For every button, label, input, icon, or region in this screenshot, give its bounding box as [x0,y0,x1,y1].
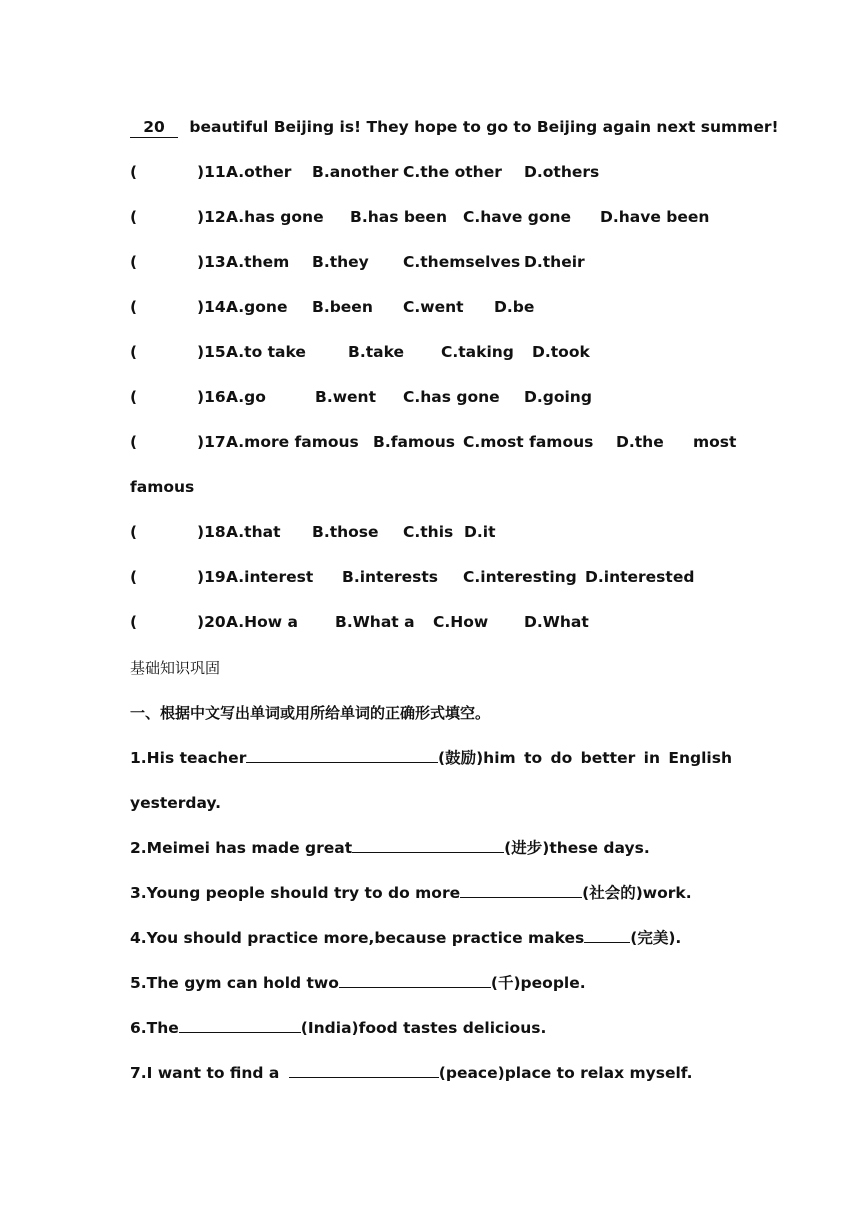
option-c: C.this [403,523,454,541]
fill-item-text-after: (鼓励)him to do better in English [438,749,732,767]
answer-blank[interactable] [339,973,491,988]
option-d: D.going [524,388,592,406]
continuation-text: famous [130,478,195,496]
option-d: D.be [494,298,535,316]
option-a: A.has gone [226,208,324,226]
option-d: D.have been [600,208,710,226]
answer-blank[interactable] [246,748,438,763]
option-c: C.has gone [403,388,500,406]
question-number: )19. [197,568,232,586]
fill-item-4 [130,928,732,948]
question-number: )14. [197,298,232,316]
option-d-continued: most [693,433,737,451]
question-number: )17. [197,433,232,451]
part-heading: 一、根据中文写出单词或用所给单词的正确形式填空。 [130,704,491,722]
option-d: D.it [464,523,496,541]
question-number: )12. [197,208,232,226]
answer-blank[interactable] [584,928,630,943]
answer-paren[interactable]: ( [130,388,138,406]
fill-item-text-before: 4.You should practice more,because practice makes [130,929,585,947]
option-a: A.them [226,253,290,271]
answer-blank[interactable] [352,838,504,853]
fill-item-2 [130,838,732,858]
question-number: )15. [197,343,232,361]
option-a: A.go [226,388,266,406]
option-d: D.took [532,343,590,361]
option-a: A.other [226,163,292,181]
continuation-text: yesterday. [130,794,222,812]
fill-item-text-after: (India)food tastes delicious. [300,1019,547,1037]
option-c: C.taking [441,343,514,361]
fill-item-text-before: 6.The [130,1019,179,1037]
option-a: A.that [226,523,281,541]
option-c: C.most famous [463,433,594,451]
answer-blank[interactable] [460,883,582,898]
fill-item-text-before: 7.I want to find a [130,1064,285,1082]
option-a: A.to take [226,343,306,361]
answer-paren[interactable]: ( [130,253,138,271]
option-b: B.has been [350,208,447,226]
option-d: D.What [524,613,589,631]
option-c: C.the other [403,163,502,181]
option-a: A.more famous [226,433,359,451]
option-b: B.those [312,523,379,541]
option-c: C.themselves [403,253,521,271]
option-b: B.famous [373,433,455,451]
fill-item-6 [130,1018,732,1038]
option-d: D.interested [585,568,695,586]
fill-item-5 [130,973,732,993]
option-a: A.interest [226,568,314,586]
answer-blank[interactable] [179,1018,301,1033]
fill-item-text-before: 3.Young people should try to do more [130,884,461,902]
option-b: B.went [315,388,376,406]
question-number: )20. [197,613,232,631]
option-b: B.another [312,163,399,181]
answer-paren[interactable]: ( [130,523,138,541]
question-17-continuation [130,477,732,497]
option-b: B.interests [342,568,438,586]
section-title: 基础知识巩固 [130,659,221,677]
question-number: )11. [197,163,232,181]
fill-item-text-after: (完美). [630,929,682,947]
option-b: B.What a [335,613,415,631]
question-number: )16. [197,388,232,406]
intro-text: beautiful Beijing is! They hope to go to Beijing again next summer! [189,118,779,136]
option-a: A.gone [226,298,288,316]
fill-item-text-after: (进步)these days. [504,839,650,857]
option-c: C.interesting [463,568,577,586]
fill-item-3 [130,883,732,903]
fill-item-7 [130,1063,732,1083]
answer-paren[interactable]: ( [130,433,138,451]
answer-paren[interactable]: ( [130,343,138,361]
fill-item-text-before: 1.His teacher [130,749,247,767]
answer-paren[interactable]: ( [130,568,138,586]
intro-line [130,117,779,138]
option-d: D.their [524,253,585,271]
fill-item-text-after: (社会的)work. [582,884,692,902]
option-c: C.have gone [463,208,572,226]
answer-paren[interactable]: ( [130,298,138,316]
blank-number: 20 [130,117,178,138]
fill-item-text-before: 2.Meimei has made great [130,839,353,857]
fill-item-1 [130,748,732,768]
question-number: )13. [197,253,232,271]
option-c: C.went [403,298,464,316]
option-b: B.been [312,298,373,316]
option-d: D.the [616,433,664,451]
answer-paren[interactable]: ( [130,208,138,226]
fill-item-text-after: (千)people. [490,974,586,992]
option-c: C.How [433,613,489,631]
option-b: B.take [348,343,404,361]
question-number: )18. [197,523,232,541]
option-d: D.others [524,163,600,181]
fill-item-1-continuation [130,793,732,813]
answer-paren[interactable]: ( [130,613,138,631]
fill-item-text-before: 5.The gym can hold two [130,974,339,992]
answer-blank[interactable] [289,1063,439,1078]
answer-paren[interactable]: ( [130,163,138,181]
option-a: A.How a [226,613,298,631]
option-b: B.they [312,253,369,271]
fill-item-text-after: (peace)place to relax myself. [438,1064,693,1082]
